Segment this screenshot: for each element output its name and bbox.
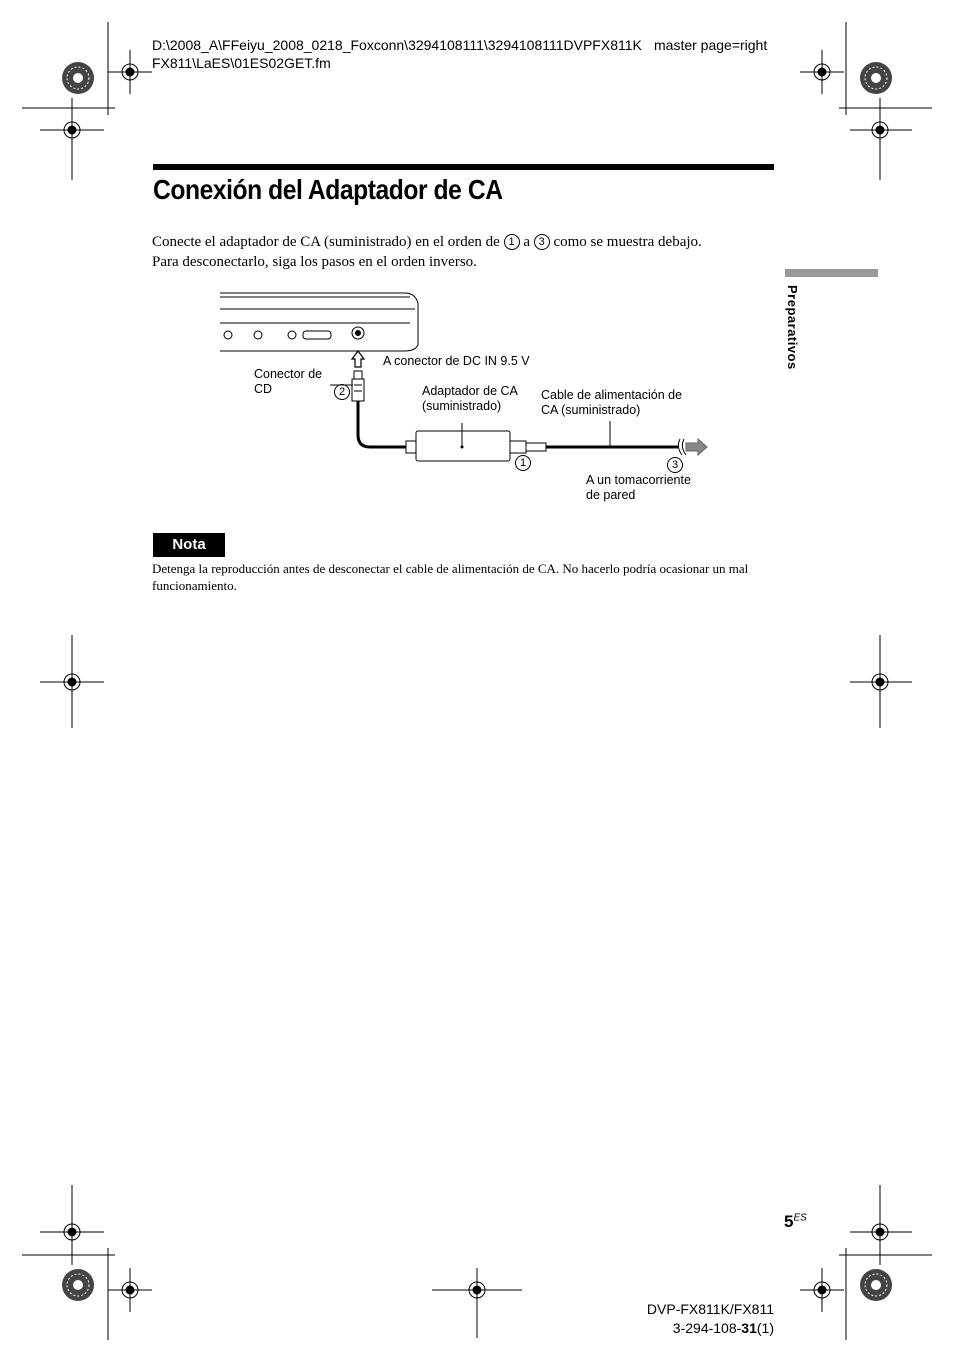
footer-code: 3-294-108-31(1) [672,1320,774,1336]
master-page-label: master page=right [654,37,768,53]
registration-target [40,635,104,728]
intro-connector: a [523,234,530,250]
dvd-player-illustration [220,293,418,351]
registration-target [800,1268,844,1312]
note-badge: Nota [153,533,225,557]
intro-text-line2: Para desconectarlo, siga los pasos en el orden inverso. [152,254,477,270]
cable-ferrite [406,441,416,453]
sunburst-target [62,1269,94,1301]
footer-model-code [647,1300,774,1338]
note-text: Detenga la reproducción antes de desconectar el cable de alimentación de CA. No hacerlo podría ocasionar un mal funcionamiento. [152,561,749,593]
label-wall-outlet: A un tomacorriente de pared [586,473,691,502]
label-ac-adapter: Adaptador de CA (suministrado) [422,384,518,413]
intro-paragraph [152,232,782,272]
intro-text-part1: Conecte el adaptador de CA (suministrado) en el orden de [152,234,500,250]
diagram-step-1-marker: 1 [515,455,531,471]
sunburst-target [860,1269,892,1301]
file-path-line2: FX811\LaES\01ES02GET.fm [152,55,331,71]
section-tab-bar [785,269,878,277]
registration-target [800,50,844,94]
outlet-arrow [686,439,707,455]
dc-in-arrow [352,351,364,367]
title-rule [153,164,774,170]
sunburst-target [62,62,94,94]
registration-target [850,635,912,728]
ac-connector [510,441,526,453]
intro-text-part2: como se muestra debajo. [553,234,702,250]
step-1-marker: 1 [504,234,520,250]
dc-plug [352,371,364,401]
label-cd-connector: Conector de CD [254,367,323,396]
registration-target [108,50,152,94]
step-2-marker: 2 [334,384,350,400]
page-number: $5^{ES}$ [784,1212,807,1231]
registration-target [108,1268,152,1312]
label-dc-in: A conector de DC IN 9.5 V [383,354,530,368]
diagram-step-3-marker: 3 [667,457,683,473]
page-title: Conexión del Adaptador de CA [153,174,503,205]
dc-cable [358,401,415,447]
registration-target [850,98,912,180]
step-3-marker: 3 [534,234,550,250]
registration-target [432,1268,522,1338]
label-ac-cable: Cable de alimentación de CA (suministrado) [541,388,683,417]
registration-target [850,1185,912,1265]
sunburst-target [860,62,892,94]
section-tab-label: Preparativos [785,285,800,370]
file-path-line1: D:\2008_A\FFeiyu_2008_0218_Foxconn\3294108111\3294108111DVPFX811K [152,37,642,53]
footer-model: DVP-FX811K/FX811 [646,1301,774,1317]
registration-target [40,1185,104,1265]
registration-target [40,98,104,180]
